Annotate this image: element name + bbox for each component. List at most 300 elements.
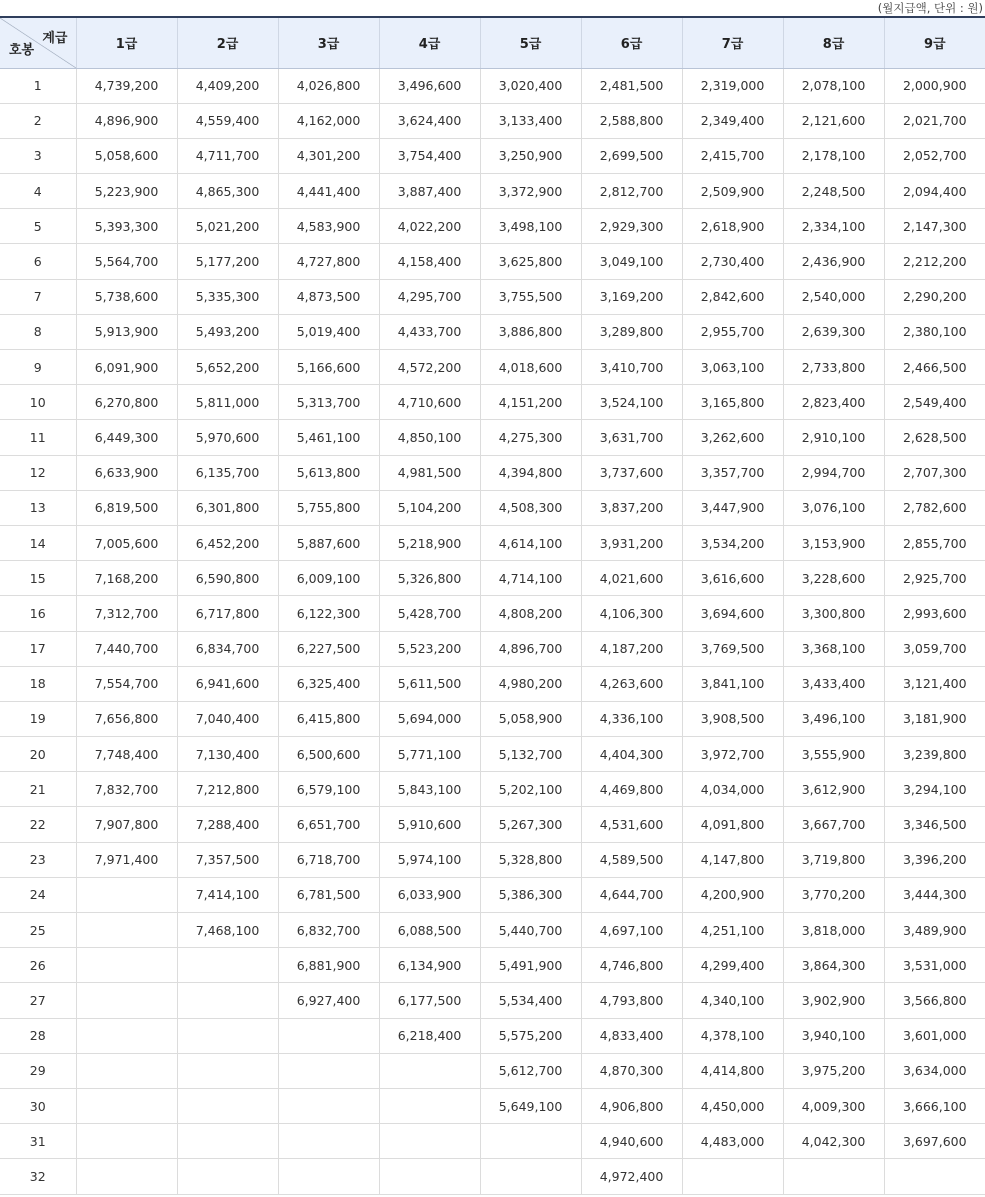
salary-cell: 4,106,300 (581, 596, 682, 631)
salary-cell: 5,913,900 (76, 314, 177, 349)
salary-cell: 2,481,500 (581, 68, 682, 103)
salary-cell: 6,177,500 (379, 983, 480, 1018)
table-row (0, 842, 985, 877)
step-number-cell: 16 (0, 596, 76, 631)
salary-cell: 4,508,300 (480, 490, 581, 525)
salary-cell: 7,005,600 (76, 525, 177, 560)
salary-cell: 3,346,500 (884, 807, 985, 842)
salary-cell: 3,908,500 (682, 701, 783, 736)
salary-cell: 5,694,000 (379, 701, 480, 736)
salary-cell: 3,612,900 (783, 772, 884, 807)
step-number-cell: 7 (0, 279, 76, 314)
step-number-cell: 15 (0, 561, 76, 596)
step-number-cell: 28 (0, 1018, 76, 1053)
salary-cell: 5,771,100 (379, 737, 480, 772)
salary-cell: 4,147,800 (682, 842, 783, 877)
step-number-cell: 19 (0, 701, 76, 736)
table-row (0, 737, 985, 772)
salary-cell: 4,906,800 (581, 1088, 682, 1123)
salary-cell: 3,625,800 (480, 244, 581, 279)
salary-cell: 2,588,800 (581, 103, 682, 138)
table-row (0, 561, 985, 596)
table-row (0, 666, 985, 701)
salary-cell: 4,009,300 (783, 1088, 884, 1123)
salary-cell: 5,755,800 (278, 490, 379, 525)
step-number-cell: 21 (0, 772, 76, 807)
salary-cell: 2,021,700 (884, 103, 985, 138)
salary-cell: 2,349,400 (682, 103, 783, 138)
grade-axis-label: 계급 (42, 31, 68, 46)
salary-cell: 5,058,900 (480, 701, 581, 736)
salary-cell: 4,340,100 (682, 983, 783, 1018)
salary-cell: 3,444,300 (884, 877, 985, 912)
salary-cell: 5,887,600 (278, 525, 379, 560)
salary-cell: 3,496,600 (379, 68, 480, 103)
salary-cell: 3,770,200 (783, 877, 884, 912)
salary-cell: 5,328,800 (480, 842, 581, 877)
salary-cell: 3,496,100 (783, 701, 884, 736)
salary-cell: 6,135,700 (177, 455, 278, 490)
salary-cell: 4,162,000 (278, 103, 379, 138)
corner-header-cell (0, 17, 76, 68)
salary-cell: 2,782,600 (884, 490, 985, 525)
table-row (0, 455, 985, 490)
salary-cell (177, 983, 278, 1018)
salary-cell: 5,649,100 (480, 1088, 581, 1123)
table-row (0, 948, 985, 983)
salary-cell: 4,414,800 (682, 1053, 783, 1088)
salary-cell: 3,076,100 (783, 490, 884, 525)
salary-cell: 2,628,500 (884, 420, 985, 455)
salary-cell: 5,428,700 (379, 596, 480, 631)
salary-cell: 5,313,700 (278, 385, 379, 420)
salary-cell: 2,618,900 (682, 209, 783, 244)
salary-cell: 3,294,100 (884, 772, 985, 807)
salary-cell: 4,251,100 (682, 913, 783, 948)
salary-cell: 3,818,000 (783, 913, 884, 948)
salary-cell: 4,022,200 (379, 209, 480, 244)
salary-cell: 3,300,800 (783, 596, 884, 631)
grade-header-7: 7급 (682, 17, 783, 68)
salary-cell: 2,290,200 (884, 279, 985, 314)
salary-cell: 3,489,900 (884, 913, 985, 948)
salary-cell: 2,147,300 (884, 209, 985, 244)
salary-cell (76, 1124, 177, 1159)
salary-cell: 6,717,800 (177, 596, 278, 631)
salary-cell: 5,058,600 (76, 138, 177, 173)
salary-cell: 5,223,900 (76, 174, 177, 209)
salary-cell: 4,034,000 (682, 772, 783, 807)
salary-cell: 6,415,800 (278, 701, 379, 736)
salary-cell: 4,572,200 (379, 350, 480, 385)
salary-cell (76, 1018, 177, 1053)
salary-cell: 4,746,800 (581, 948, 682, 983)
salary-cell: 5,491,900 (480, 948, 581, 983)
salary-cell: 2,639,300 (783, 314, 884, 349)
salary-cell: 2,334,100 (783, 209, 884, 244)
salary-cell: 7,168,200 (76, 561, 177, 596)
salary-cell (278, 1159, 379, 1194)
salary-cell: 4,583,900 (278, 209, 379, 244)
salary-cell: 4,441,400 (278, 174, 379, 209)
salary-cell: 5,523,200 (379, 631, 480, 666)
salary-cell: 3,059,700 (884, 631, 985, 666)
salary-cell: 5,738,600 (76, 279, 177, 314)
salary-cell: 3,902,900 (783, 983, 884, 1018)
salary-cell: 2,812,700 (581, 174, 682, 209)
salary-table (0, 16, 985, 1195)
table-row (0, 385, 985, 420)
table-row (0, 631, 985, 666)
salary-cell: 3,616,600 (682, 561, 783, 596)
salary-cell: 2,842,600 (682, 279, 783, 314)
salary-cell: 7,656,800 (76, 701, 177, 736)
salary-cell: 3,555,900 (783, 737, 884, 772)
salary-cell: 5,326,800 (379, 561, 480, 596)
salary-cell (480, 1124, 581, 1159)
salary-cell: 4,091,800 (682, 807, 783, 842)
table-row (0, 701, 985, 736)
salary-cell: 3,020,400 (480, 68, 581, 103)
salary-cell: 4,158,400 (379, 244, 480, 279)
table-row (0, 807, 985, 842)
salary-cell: 5,843,100 (379, 772, 480, 807)
salary-cell: 2,509,900 (682, 174, 783, 209)
salary-cell: 6,218,400 (379, 1018, 480, 1053)
salary-cell: 4,589,500 (581, 842, 682, 877)
salary-cell: 6,009,100 (278, 561, 379, 596)
salary-cell: 4,409,200 (177, 68, 278, 103)
salary-cell: 6,091,900 (76, 350, 177, 385)
salary-cell: 4,870,300 (581, 1053, 682, 1088)
salary-cell: 6,301,800 (177, 490, 278, 525)
salary-cell: 4,151,200 (480, 385, 581, 420)
salary-cell: 4,940,600 (581, 1124, 682, 1159)
salary-cell: 4,614,100 (480, 525, 581, 560)
grade-header-2: 2급 (177, 17, 278, 68)
salary-cell: 4,404,300 (581, 737, 682, 772)
salary-cell: 6,122,300 (278, 596, 379, 631)
salary-cell: 4,644,700 (581, 877, 682, 912)
salary-cell: 4,980,200 (480, 666, 581, 701)
salary-cell: 4,559,400 (177, 103, 278, 138)
grade-header-4: 4급 (379, 17, 480, 68)
salary-cell: 3,719,800 (783, 842, 884, 877)
salary-cell: 4,295,700 (379, 279, 480, 314)
step-number-cell: 25 (0, 913, 76, 948)
salary-cell: 4,850,100 (379, 420, 480, 455)
salary-cell: 7,907,800 (76, 807, 177, 842)
salary-cell: 4,727,800 (278, 244, 379, 279)
salary-cell: 3,165,800 (682, 385, 783, 420)
table-row (0, 525, 985, 560)
step-number-cell: 8 (0, 314, 76, 349)
salary-cell: 6,781,500 (278, 877, 379, 912)
salary-cell: 7,312,700 (76, 596, 177, 631)
salary-cell: 2,121,600 (783, 103, 884, 138)
step-number-cell: 2 (0, 103, 76, 138)
table-row (0, 772, 985, 807)
salary-cell: 2,955,700 (682, 314, 783, 349)
salary-cell: 4,299,400 (682, 948, 783, 983)
salary-cell: 4,275,300 (480, 420, 581, 455)
salary-cell: 3,121,400 (884, 666, 985, 701)
salary-cell: 3,886,800 (480, 314, 581, 349)
salary-cell: 3,972,700 (682, 737, 783, 772)
step-number-cell: 18 (0, 666, 76, 701)
salary-cell: 2,994,700 (783, 455, 884, 490)
salary-cell (278, 1053, 379, 1088)
salary-cell: 4,697,100 (581, 913, 682, 948)
salary-cell: 3,534,200 (682, 525, 783, 560)
salary-cell (76, 1159, 177, 1194)
salary-cell: 3,624,400 (379, 103, 480, 138)
salary-cell: 3,498,100 (480, 209, 581, 244)
salary-cell: 3,239,800 (884, 737, 985, 772)
salary-cell: 3,289,800 (581, 314, 682, 349)
salary-cell (177, 1018, 278, 1053)
salary-cell (76, 1053, 177, 1088)
salary-cell: 3,975,200 (783, 1053, 884, 1088)
step-number-cell: 20 (0, 737, 76, 772)
salary-cell: 3,769,500 (682, 631, 783, 666)
salary-cell: 6,452,200 (177, 525, 278, 560)
salary-cell: 7,748,400 (76, 737, 177, 772)
salary-cell: 5,970,600 (177, 420, 278, 455)
salary-cell: 4,021,600 (581, 561, 682, 596)
salary-cell: 4,200,900 (682, 877, 783, 912)
salary-cell: 6,033,900 (379, 877, 480, 912)
grade-header-3: 3급 (278, 17, 379, 68)
salary-cell: 4,018,600 (480, 350, 581, 385)
salary-cell: 3,133,400 (480, 103, 581, 138)
salary-cell: 5,575,200 (480, 1018, 581, 1053)
salary-cell (76, 948, 177, 983)
salary-cell: 2,248,500 (783, 174, 884, 209)
salary-cell: 3,228,600 (783, 561, 884, 596)
salary-cell: 4,865,300 (177, 174, 278, 209)
salary-cell (76, 983, 177, 1018)
salary-cell: 3,631,700 (581, 420, 682, 455)
salary-cell: 3,368,100 (783, 631, 884, 666)
salary-cell: 7,832,700 (76, 772, 177, 807)
salary-cell: 5,910,600 (379, 807, 480, 842)
salary-cell (177, 1053, 278, 1088)
step-number-cell: 1 (0, 68, 76, 103)
salary-cell: 3,694,600 (682, 596, 783, 631)
salary-cell: 3,601,000 (884, 1018, 985, 1053)
salary-cell: 5,612,700 (480, 1053, 581, 1088)
salary-cell: 2,707,300 (884, 455, 985, 490)
table-row (0, 174, 985, 209)
salary-cell: 5,974,100 (379, 842, 480, 877)
step-number-cell: 24 (0, 877, 76, 912)
table-row (0, 103, 985, 138)
table-row (0, 350, 985, 385)
salary-cell: 5,386,300 (480, 877, 581, 912)
salary-cell: 3,931,200 (581, 525, 682, 560)
step-number-cell: 13 (0, 490, 76, 525)
step-number-cell: 3 (0, 138, 76, 173)
salary-cell: 5,166,600 (278, 350, 379, 385)
grade-header-5: 5급 (480, 17, 581, 68)
salary-cell: 2,078,100 (783, 68, 884, 103)
step-number-cell: 23 (0, 842, 76, 877)
salary-cell: 2,212,200 (884, 244, 985, 279)
salary-cell: 5,611,500 (379, 666, 480, 701)
salary-cell: 6,449,300 (76, 420, 177, 455)
salary-cell: 3,566,800 (884, 983, 985, 1018)
salary-cell: 3,153,900 (783, 525, 884, 560)
salary-cell: 4,793,800 (581, 983, 682, 1018)
salary-cell: 4,531,600 (581, 807, 682, 842)
step-number-cell: 10 (0, 385, 76, 420)
salary-cell: 6,134,900 (379, 948, 480, 983)
salary-cell (379, 1124, 480, 1159)
salary-cell: 6,590,800 (177, 561, 278, 596)
salary-cell: 2,929,300 (581, 209, 682, 244)
salary-cell: 7,040,400 (177, 701, 278, 736)
salary-cell: 6,270,800 (76, 385, 177, 420)
table-row (0, 877, 985, 912)
salary-cell: 5,811,000 (177, 385, 278, 420)
step-number-cell: 31 (0, 1124, 76, 1159)
salary-cell: 3,754,400 (379, 138, 480, 173)
salary-cell (278, 1018, 379, 1053)
salary-cell: 2,730,400 (682, 244, 783, 279)
salary-cell: 5,132,700 (480, 737, 581, 772)
table-row (0, 1124, 985, 1159)
salary-cell (76, 877, 177, 912)
salary-cell: 4,433,700 (379, 314, 480, 349)
salary-cell (76, 913, 177, 948)
salary-cell: 5,019,400 (278, 314, 379, 349)
salary-cell: 6,834,700 (177, 631, 278, 666)
salary-cell: 5,493,200 (177, 314, 278, 349)
salary-cell: 2,466,500 (884, 350, 985, 385)
salary-cell: 4,469,800 (581, 772, 682, 807)
step-number-cell: 14 (0, 525, 76, 560)
table-row (0, 1053, 985, 1088)
table-row (0, 913, 985, 948)
header-row (0, 17, 985, 68)
step-number-cell: 6 (0, 244, 76, 279)
grade-header-1: 1급 (76, 17, 177, 68)
salary-cell: 6,227,500 (278, 631, 379, 666)
salary-cell: 5,613,800 (278, 455, 379, 490)
salary-cell (177, 1124, 278, 1159)
salary-cell: 4,711,700 (177, 138, 278, 173)
salary-cell: 7,414,100 (177, 877, 278, 912)
salary-cell (278, 1124, 379, 1159)
salary-cell: 4,833,400 (581, 1018, 682, 1053)
salary-cell (76, 1088, 177, 1123)
salary-cell: 6,718,700 (278, 842, 379, 877)
salary-cell: 4,187,200 (581, 631, 682, 666)
salary-cell: 4,808,200 (480, 596, 581, 631)
salary-cell: 3,887,400 (379, 174, 480, 209)
table-body (0, 68, 985, 1194)
salary-cell: 5,021,200 (177, 209, 278, 244)
salary-cell: 5,564,700 (76, 244, 177, 279)
table-row (0, 983, 985, 1018)
step-number-cell: 30 (0, 1088, 76, 1123)
salary-cell: 3,396,200 (884, 842, 985, 877)
salary-cell: 2,993,600 (884, 596, 985, 631)
table-row (0, 138, 985, 173)
salary-cell: 3,697,600 (884, 1124, 985, 1159)
salary-cell: 3,841,100 (682, 666, 783, 701)
salary-cell: 6,500,600 (278, 737, 379, 772)
table-row (0, 1159, 985, 1194)
salary-cell (379, 1088, 480, 1123)
step-axis-label: 호봉 (9, 42, 35, 58)
salary-cell: 3,447,900 (682, 490, 783, 525)
salary-cell: 2,052,700 (884, 138, 985, 173)
salary-cell: 3,666,100 (884, 1088, 985, 1123)
salary-cell: 4,026,800 (278, 68, 379, 103)
salary-cell (379, 1159, 480, 1194)
salary-cell: 6,633,900 (76, 455, 177, 490)
salary-cell: 3,755,500 (480, 279, 581, 314)
salary-cell: 2,823,400 (783, 385, 884, 420)
salary-cell: 5,534,400 (480, 983, 581, 1018)
salary-cell: 2,415,700 (682, 138, 783, 173)
salary-cell: 4,896,700 (480, 631, 581, 666)
salary-cell: 3,357,700 (682, 455, 783, 490)
salary-cell: 4,483,000 (682, 1124, 783, 1159)
salary-cell: 7,130,400 (177, 737, 278, 772)
step-number-cell: 9 (0, 350, 76, 385)
salary-cell: 3,250,900 (480, 138, 581, 173)
salary-cell: 7,554,700 (76, 666, 177, 701)
salary-cell: 5,652,200 (177, 350, 278, 385)
salary-cell: 5,202,100 (480, 772, 581, 807)
salary-cell (177, 1088, 278, 1123)
salary-cell: 3,169,200 (581, 279, 682, 314)
salary-cell: 3,531,000 (884, 948, 985, 983)
salary-cell: 4,981,500 (379, 455, 480, 490)
salary-cell: 7,212,800 (177, 772, 278, 807)
table-row (0, 314, 985, 349)
salary-cell: 3,940,100 (783, 1018, 884, 1053)
salary-cell: 6,881,900 (278, 948, 379, 983)
salary-cell: 5,104,200 (379, 490, 480, 525)
grade-header-9: 9급 (884, 17, 985, 68)
table-row (0, 596, 985, 631)
salary-cell: 4,042,300 (783, 1124, 884, 1159)
salary-cell: 4,739,200 (76, 68, 177, 103)
grade-header-8: 8급 (783, 17, 884, 68)
table-row (0, 244, 985, 279)
salary-cell: 4,301,200 (278, 138, 379, 173)
salary-cell: 6,088,500 (379, 913, 480, 948)
table-row (0, 279, 985, 314)
salary-cell: 6,927,400 (278, 983, 379, 1018)
salary-cell: 2,178,100 (783, 138, 884, 173)
salary-cell: 2,699,500 (581, 138, 682, 173)
salary-cell: 4,378,100 (682, 1018, 783, 1053)
salary-cell: 3,410,700 (581, 350, 682, 385)
salary-cell: 7,468,100 (177, 913, 278, 948)
step-number-cell: 17 (0, 631, 76, 666)
salary-cell: 2,000,900 (884, 68, 985, 103)
salary-cell: 2,380,100 (884, 314, 985, 349)
salary-cell: 3,864,300 (783, 948, 884, 983)
salary-cell: 7,288,400 (177, 807, 278, 842)
salary-cell: 2,436,900 (783, 244, 884, 279)
table-row (0, 68, 985, 103)
